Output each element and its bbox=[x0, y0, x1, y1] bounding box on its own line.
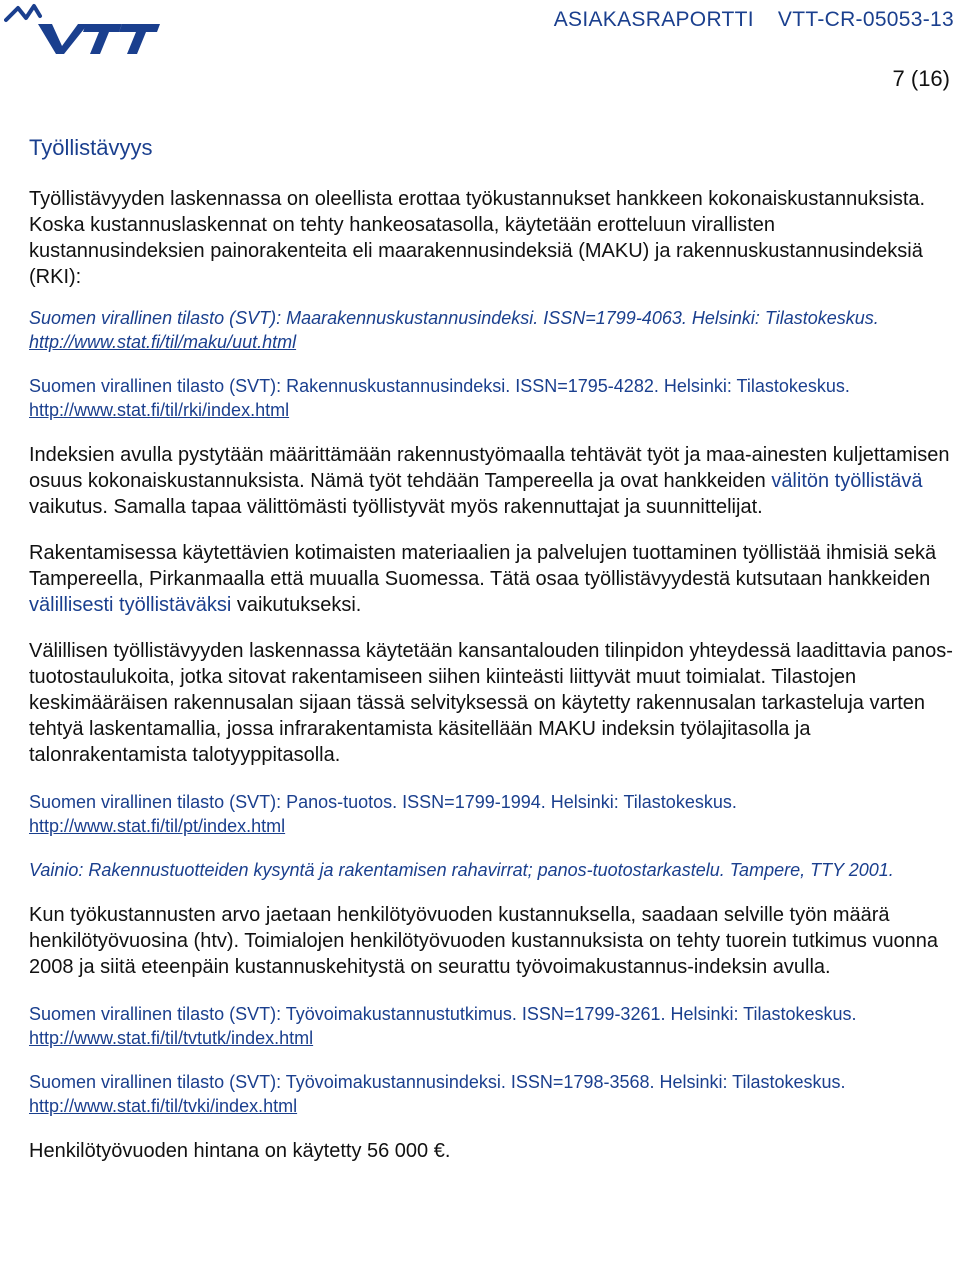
section-title: Työllistävyys bbox=[29, 135, 153, 160]
reference-text: Suomen virallinen tilasto (SVT): Panos-tuotos. ISSN=1799-1994. Helsinki: Tilastokeskus. bbox=[29, 792, 737, 812]
reference-tvtutk bbox=[29, 1002, 955, 1050]
text-segment: Indeksien avulla pystytään määrittämään rakennustyömaalla tehtävät työt ja maa-ainesten kuljettamisen osuus kokonaiskustannuksista. Nämä työt tehdään Tampereella ja ovat hankkeiden bbox=[29, 444, 950, 492]
page-number: 7 (16) bbox=[892, 66, 950, 91]
paragraph-direct-employment bbox=[29, 442, 955, 520]
text-segment: vaikutukseksi. bbox=[231, 594, 362, 616]
reference-link[interactable]: http://www.stat.fi/til/rki/index.html bbox=[29, 400, 290, 420]
report-code: VTT-CR-05053-13 bbox=[777, 8, 954, 31]
reference-text: Suomen virallinen tilasto (SVT): Työvoimakustannustutkimus. ISSN=1799-3261. Helsinki: Tilastokeskus. bbox=[29, 1004, 857, 1024]
reference-link[interactable]: http://www.stat.fi/til/tvtutk/index.html bbox=[29, 1028, 314, 1048]
text-segment: vaikutus. Samalla tapaa välittömästi työllistyvät myös rakennuttajat ja suunnittelijat. bbox=[29, 496, 763, 518]
reference-vainio: Vainio: Rakennustuotteiden kysyntä ja rakentamisen rahavirrat; panos-tuotostarkastelu. Tampere, TTY 2001. bbox=[29, 860, 894, 880]
text-segment: Rakentamisessa käytettävien kotimaisten materiaalien ja palvelujen tuottaminen työllistää ihmisiä sekä Tampereella, Pirkanmaalla että muualla Suomessa. Tätä osaa työllistävyydestä kutsutaan hankkeiden bbox=[29, 542, 937, 590]
reference-link[interactable]: http://www.stat.fi/til/pt/index.html bbox=[29, 816, 286, 836]
paragraph-indirect-employment bbox=[29, 540, 955, 618]
highlight-direct: välitön työllistävä bbox=[771, 470, 923, 492]
reference-maku bbox=[29, 306, 955, 354]
reference-rki bbox=[29, 374, 955, 422]
reference-text: Suomen virallinen tilasto (SVT): Työvoimakustannusindeksi. ISSN=1798-3568. Helsinki: Tilastokeskus. bbox=[29, 1072, 846, 1092]
reference-text: Suomen virallinen tilasto (SVT): Rakennuskustannusindeksi. ISSN=1795-4282. Helsinki: Tilastokeskus. bbox=[29, 376, 850, 396]
paragraph-cost-per-year: Henkilötyövuoden hintana on käytetty 56 000 €. bbox=[29, 1140, 451, 1162]
paragraph-person-years: Kun työkustannusten arvo jaetaan henkilötyövuoden kustannuksella, saadaan selville työn määrä henkilötyövuosina (htv). Toimialojen henkilötyövuoden kustannuksista on tehty tuorein tutkimus vuonna 2008 ja siitä eteenpäin kustannuskehitystä on seurattu työvoimakustannus-indeksin avulla. bbox=[29, 904, 939, 978]
report-type: ASIAKASRAPORTTI bbox=[553, 8, 754, 31]
paragraph-intro: Työllistävyyden laskennassa on oleellista erottaa työkustannukset hankkeen kokonaiskustannuksista. Koska kustannuslaskennat on tehty hankeosatasolla, käytetään erotteluun virallisten kustannusindeksien painorakenteita eli maarakennusindeksiä (MAKU) ja rakennuskustannusindeksiä (RKI): bbox=[29, 188, 926, 288]
report-identifier bbox=[530, 8, 954, 32]
reference-tvki bbox=[29, 1070, 955, 1118]
vtt-logo bbox=[4, 2, 160, 56]
document-body bbox=[29, 134, 955, 1180]
reference-link[interactable]: http://www.stat.fi/til/tvki/index.html bbox=[29, 1096, 298, 1116]
reference-io bbox=[29, 790, 955, 838]
paragraph-io-tables: Välillisen työllistävyyden laskennassa käytetään kansantalouden tilinpidon yhteydessä laadittavia panos-tuotostaulukoita, jotka sitovat rakentamiseen siihen kiinteästi liittyvät muut toimialat. Tilastojen keskimääräisen rakennusalan sijaan tässä selvityksessä on käytetty rakennusalan tarkasteluja varten tehtyä laskentamallia, jossa infrarakentamista käsitellään MAKU indeksin työlajitasolla ja talonrakentamista talotyyppitasolla. bbox=[29, 640, 953, 766]
reference-link[interactable]: http://www.stat.fi/til/maku/uut.html bbox=[29, 332, 297, 352]
highlight-indirect: välillisesti työllistäväksi bbox=[29, 594, 232, 616]
reference-text: Suomen virallinen tilasto (SVT): Maarakennuskustannusindeksi. ISSN=1799-4063. Helsinki: Tilastokeskus. bbox=[29, 308, 879, 328]
